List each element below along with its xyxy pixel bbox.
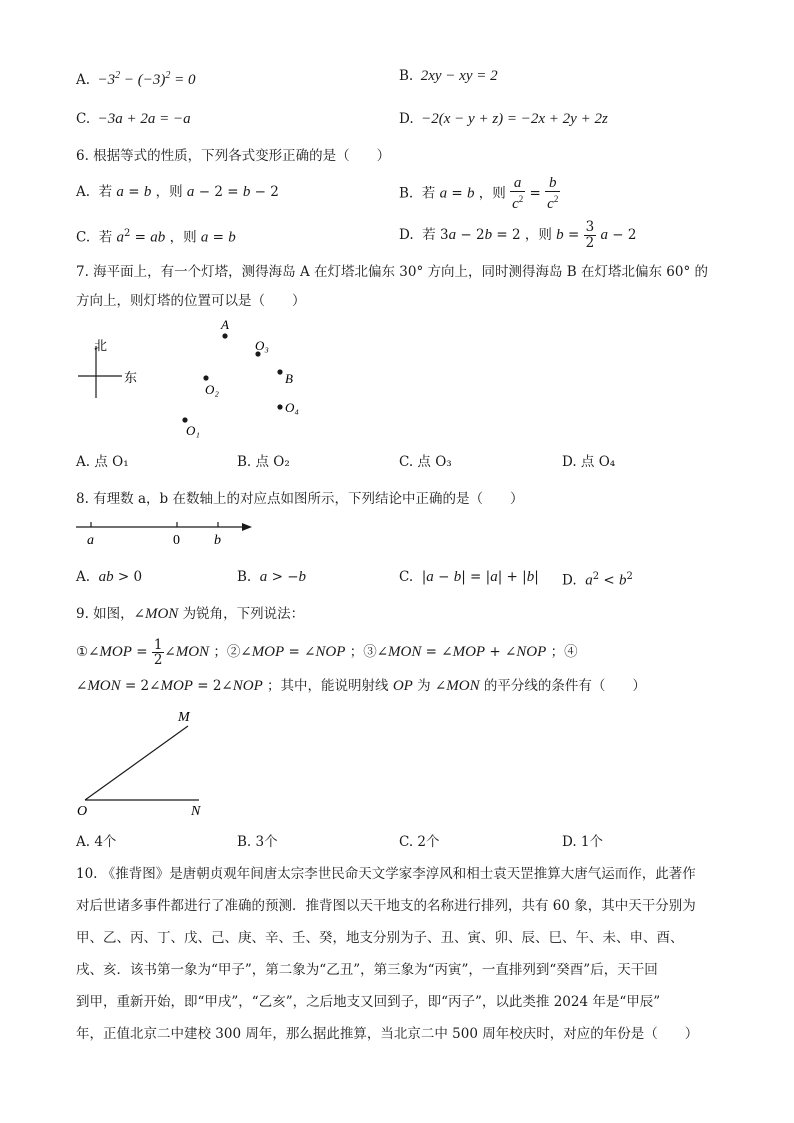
q6-option-c: C. 若 $a^2$ = ab ，则 a = b [76,228,236,246]
point-o4-label: O₄ [285,400,299,415]
compass-east-label: 东 [124,371,138,386]
q10-paragraph [76,858,722,1050]
q10-line: 戌、亥．该书第一象为“甲子”，第二象为“乙丑”，第三象为“丙寅”，一直排列到“癸酉”后，天干回 [76,962,658,978]
q9-option-c: C. 2个 [399,834,440,850]
q6-option-b: B. 若 a = b ，则 $\frac{a}{c^2}$ = $\frac{b}{c^2}$ [399,175,559,212]
q9-option-a: A. 4个 [76,834,117,850]
q10-line: 10. 《推背图》是唐朝贞观年间唐太宗李世民命天文学家李淳风和相士袁天罡推算大唐气运而作，此著作 [76,866,696,882]
q9-option-b: B. 3个 [237,834,278,850]
axis-label-b: b [214,533,221,548]
q7-option-a: A. 点 O₁ [76,454,129,470]
point-o3-label: O₃ [255,338,269,353]
label-m: M [178,710,190,725]
point-o1-label: O₁ [186,423,200,438]
q7-option-d: D. 点 O₄ [562,454,616,470]
q7-option-b: B. 点 O₂ [237,454,290,470]
q7-stem-line1: 7. 海平面上，有一个灯塔，测得海岛 A 在灯塔北偏东 30° 方向上，同时测得海岛 B 在灯塔北偏东 60° 的 [76,264,709,280]
label-o: O [77,804,88,819]
q10-line: 到甲，重新开始，即“甲戌”，“乙亥”，之后地支又回到子，即“丙子”，以此类推 2024 年是“甲辰” [76,994,661,1010]
q9-conditions-line: ①∠MOP = $\frac{1}{2}$ ∠MON ；②∠MOP = ∠NOP ；③∠MON = ∠MOP + ∠NOP ；④ [76,637,578,668]
q9-figure [72,706,222,824]
point-a-label: A [221,317,229,332]
q5-option-b: B. 2xy − xy = 2 [399,68,498,84]
q7-diagram [70,316,330,442]
axis-label-zero: 0 [173,533,180,548]
q6-option-d: D. 若 3a − 2b = 2 ，则 b = $\frac{3}{2}$ a − 2 [399,219,637,251]
point-o1 [182,417,187,422]
q8-number-line-svg [70,516,270,550]
q7-stem-line2: 方向上，则灯塔的位置可以是（ ） [76,293,306,309]
q10-line: 甲、乙、丙、丁、戊、己、庚、辛、壬、癸，地支分别为子、丑、寅、卯、辰、巳、午、未、申、酉、 [76,930,684,946]
ray-om [85,726,188,800]
q8-option-d: D. $a^2 < b^2$ [562,571,633,589]
q9-stem: 9. 如图，∠MON 为锐角，下列说法： [76,606,305,622]
q5-option-c: C. −3a + 2a = −a [76,111,191,127]
q9-option-d: D. 1个 [562,834,604,850]
point-o2 [203,375,208,380]
q9-angle-diagram [72,706,222,824]
q9-question-line: ∠MON = 2∠MOP = 2∠NOP ；其中，能说明射线 OP 为 ∠MON 的平分线的条件有（ ） [76,678,646,694]
q7-figure [70,316,330,442]
point-b-label: B [285,371,293,386]
axis-label-a: a [87,533,94,548]
q7-option-c: C. 点 O₃ [399,454,452,470]
q8-option-b: B. a > −b [237,569,307,585]
point-o4 [277,404,282,409]
q5-option-a: A. $-3^2 - (-3)^2 = 0$ [76,70,196,88]
q6-option-a: A. 若 a = b ，则 a − 2 = b − 2 [76,184,279,200]
q8-stem: 8. 有理数 a，b 在数轴上的对应点如图所示，下列结论中正确的是（ ） [76,491,524,507]
point-o2-label: O₂ [205,382,219,397]
compass-north-label: 北 [94,339,108,354]
q5-option-d: D. −2(x − y + z) = −2x + 2y + 2z [399,111,608,127]
q10-line: 对后世诸多事件都进行了准确的预测．推背图以天干地支的名称进行排列，共有 60 象，其中天干分别为 [76,898,696,914]
q6-stem: 6. 根据等式的性质，下列各式变形正确的是（ ） [76,148,391,164]
q10-line: 年，正值北京二中建校 300 周年，那么据此推算，当北京二中 500 周年校庆时，对应的年份是（ ） [76,1026,699,1042]
q8-option-a: A. ab > 0 [76,569,143,585]
q8-number-line [70,516,270,550]
q8-option-c: C. |a − b| = |a| + |b| [399,569,539,585]
point-a [222,333,227,338]
label-n: N [191,804,201,819]
axis-arrow [242,523,252,531]
point-b [277,369,282,374]
